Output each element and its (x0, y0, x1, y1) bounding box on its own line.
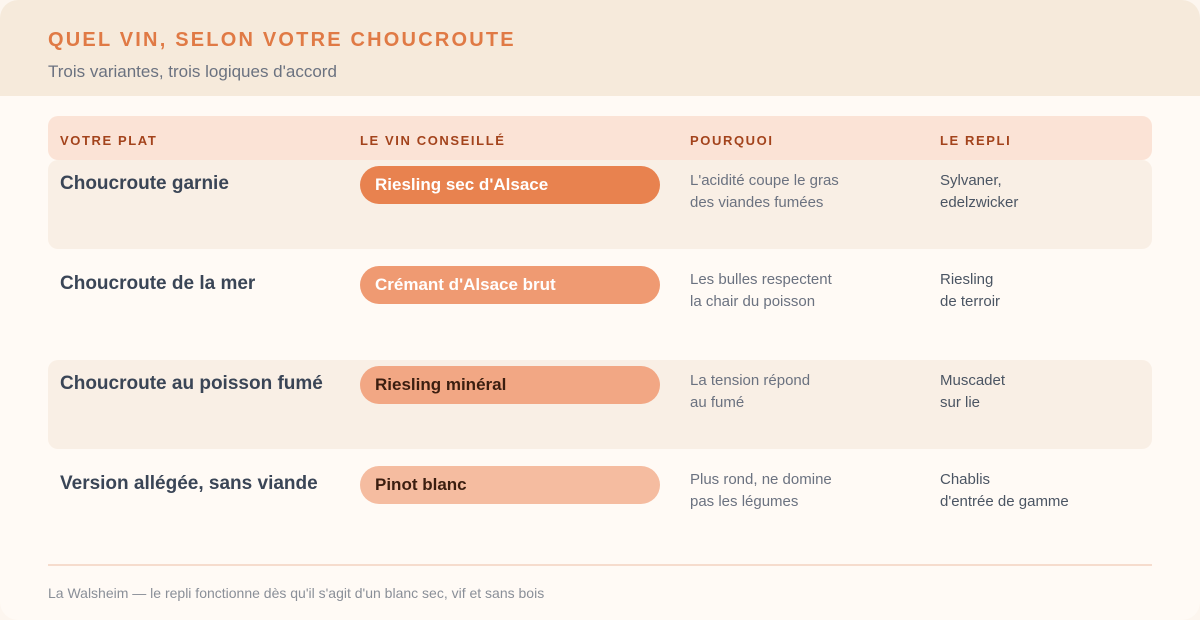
fallback-wine (940, 469, 1069, 513)
pairing-reason (690, 170, 839, 214)
pairing-reason (690, 370, 810, 414)
fallback-line: de terroir (940, 293, 1001, 310)
footer-divider (48, 564, 1152, 566)
column-header-wine: LE VIN CONSEILLÉ (360, 133, 506, 148)
fallback-line: sur lie (940, 394, 981, 411)
dish-name: Choucroute au poisson fumé (60, 373, 323, 394)
pairing-table (48, 116, 1152, 549)
fallback-wine (940, 170, 1018, 214)
fallback-line: Muscadet (940, 372, 1006, 389)
wine-badge: Riesling sec d'Alsace (360, 166, 660, 204)
fallback-wine (940, 269, 1000, 313)
reason-line: Plus rond, ne domine (690, 471, 832, 488)
table-row (48, 249, 1152, 360)
fallback-line: Sylvaner, (940, 172, 1002, 189)
reason-line: L'acidité coupe le gras (690, 172, 839, 189)
pairing-reason (690, 469, 832, 513)
wine-badge: Crémant d'Alsace brut (360, 266, 660, 304)
dish-name: Choucroute de la mer (60, 273, 256, 294)
footer-note: La Walsheim — le repli fonctionne dès qu'il s'agit d'un blanc sec, vif et sans bois (48, 585, 545, 601)
reason-line: Les bulles respectent (690, 271, 832, 288)
header (0, 0, 1200, 96)
table-row (48, 360, 1152, 449)
reason-line: au fumé (690, 394, 745, 411)
pairing-reason (690, 269, 832, 313)
reason-line: La tension répond (690, 372, 811, 389)
column-header-fallback: LE REPLI (940, 133, 1012, 148)
wine-badge: Pinot blanc (360, 466, 660, 504)
dish-name: Choucroute garnie (60, 173, 229, 194)
wine-badge: Riesling minéral (360, 366, 660, 404)
table-row (48, 449, 1152, 549)
fallback-line: Riesling (940, 271, 994, 288)
fallback-wine (940, 370, 1005, 414)
fallback-line: Chablis (940, 471, 991, 488)
table-row (48, 160, 1152, 249)
column-header-dish: VOTRE PLAT (60, 133, 158, 148)
reason-line: des viandes fumées (690, 194, 824, 211)
fallback-line: edelzwicker (940, 194, 1019, 211)
page-subtitle: Trois variantes, trois logiques d'accord (48, 62, 337, 81)
fallback-line: d'entrée de gamme (940, 493, 1069, 510)
reason-line: pas les légumes (690, 493, 799, 510)
column-header-why: POURQUOI (690, 133, 774, 148)
table-header (48, 116, 1152, 160)
page-title: QUEL VIN, SELON VOTRE CHOUCROUTE (48, 29, 516, 51)
dish-name: Version allégée, sans viande (60, 473, 318, 494)
reason-line: la chair du poisson (690, 293, 816, 310)
